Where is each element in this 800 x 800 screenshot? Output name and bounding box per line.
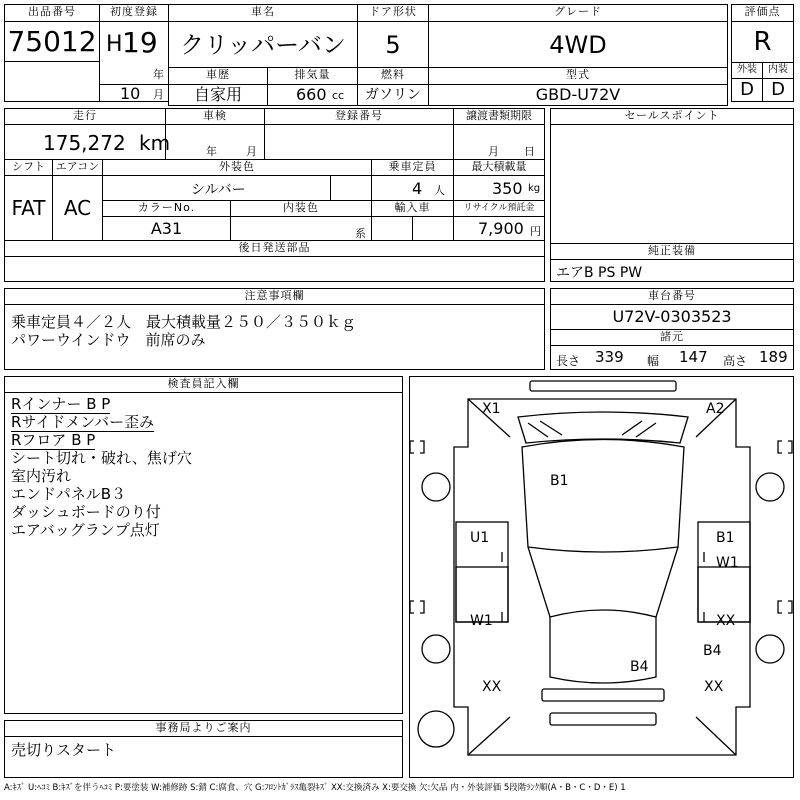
capacity-unit: 人 — [434, 184, 445, 197]
notes-line: 乗車定員４／２人 最大積載量２５０／３５０ｋｇ — [11, 313, 357, 331]
grade-label: グレード — [428, 4, 728, 22]
exterior-grade: D — [731, 78, 763, 102]
first-reg-month-cell — [99, 84, 169, 102]
sales-point-label: セールスポイント — [550, 108, 794, 125]
import-cell-b — [412, 216, 454, 241]
car-diagram-svg — [410, 377, 795, 779]
int-color-label: 内装色 — [230, 200, 372, 217]
ext-color-label: 外装色 — [102, 159, 372, 176]
mark-w1-right: W1 — [716, 555, 739, 571]
month-unit: 月 — [153, 88, 164, 101]
displacement-cell — [267, 84, 358, 106]
car-name: クリッパーバン — [168, 21, 358, 68]
reg-number-cell — [264, 124, 454, 160]
import-label: 輸入車 — [371, 200, 454, 217]
length-value: 339 — [595, 348, 624, 366]
mark-xx-rear-left: XX — [482, 679, 502, 695]
model-label: 型式 — [428, 67, 728, 85]
score-label: 評価点 — [731, 4, 794, 22]
chassis-value: U72V-0303523 — [550, 304, 794, 330]
inspector-line: シート切れ・破れ、焦げ穴 — [11, 449, 192, 467]
max-load-unit: kg — [528, 183, 541, 194]
inspector-body — [4, 392, 403, 714]
shift-value: FAT — [4, 175, 53, 241]
notes-line: パワーウインドウ 前席のみ — [11, 331, 206, 349]
recycle-unit: 円 — [530, 225, 541, 238]
interior-label: 内装 — [762, 62, 794, 79]
inspector-line: エンドパネルB３ — [11, 485, 126, 503]
mark-b1-right: B1 — [716, 530, 735, 546]
int-color-cell — [230, 216, 372, 241]
parts-body — [4, 256, 545, 282]
interior-grade: D — [762, 78, 794, 102]
office-value: 売切りスタート — [11, 741, 117, 759]
color-no-label: カラーNo. — [102, 200, 231, 217]
inspector-line: エアバッグランプ点灯 — [11, 521, 160, 539]
ext-color-cell — [102, 175, 331, 201]
inspector-label: 検査員記入欄 — [4, 376, 403, 393]
transfer-label: 譲渡書類期限 — [453, 108, 545, 125]
mileage-cell — [4, 124, 171, 160]
first-reg-label: 初度登録 — [99, 4, 169, 22]
reg-year: 19 — [122, 26, 158, 59]
width-value: 147 — [679, 348, 708, 366]
lot-label: 出品番号 — [4, 4, 100, 22]
office-label: 事務局よりご案内 — [4, 720, 403, 737]
inspector-line: Rインナー B P — [11, 395, 111, 413]
ext-color-value: シルバー — [191, 182, 246, 198]
model-value: GBD-U72V — [428, 84, 728, 106]
inspection-month-unit: 月 — [246, 145, 257, 158]
ext-color-blank — [330, 175, 372, 201]
car-diagram — [409, 376, 794, 778]
score-value: R — [731, 21, 794, 63]
mark-b1-roof: B1 — [550, 473, 569, 489]
height-label: 高さ — [723, 354, 748, 368]
lot-number: 75012 — [4, 21, 100, 62]
transfer-cell — [453, 124, 545, 160]
year-unit: 年 — [153, 68, 164, 81]
sales-point-body — [550, 124, 794, 244]
notes-label: 注意事項欄 — [4, 288, 545, 305]
transfer-day: 日 — [524, 145, 535, 158]
int-color-unit: 系 — [355, 227, 366, 240]
height-value: 189 — [759, 348, 788, 366]
notes-body — [4, 304, 545, 370]
mileage-unit: km — [139, 131, 171, 155]
mark-a2: A2 — [706, 401, 725, 417]
ac-label: エアコン — [52, 159, 103, 176]
car-name-label: 車名 — [168, 4, 358, 22]
header-table — [4, 4, 727, 102]
mileage-value: 175,272 — [43, 131, 126, 155]
capacity-label: 乗車定員 — [371, 159, 454, 176]
history-value: 自家用 — [168, 84, 268, 106]
max-load-value: 350 — [492, 179, 523, 198]
door-label: ドア形状 — [357, 4, 429, 22]
width-label: 幅 — [647, 354, 660, 368]
displacement-value: 660 — [296, 85, 327, 104]
lot-blank — [4, 61, 100, 102]
mark-u1: U1 — [470, 530, 490, 546]
history-label: 車歴 — [168, 67, 268, 85]
grade-value: 4WD — [428, 21, 728, 68]
inspection-cell — [165, 124, 265, 160]
max-load-label: 最大積載量 — [453, 159, 545, 176]
door-value: 5 — [357, 21, 429, 68]
inspection-label: 車検 — [165, 108, 265, 125]
displacement-label: 排気量 — [267, 67, 358, 85]
mileage-label: 走行 — [4, 108, 166, 125]
fuel-label: 燃料 — [357, 67, 429, 85]
dims-body — [550, 345, 794, 370]
inspector-line: ダッシュボードのり付 — [11, 503, 161, 521]
recycle-cell — [453, 216, 545, 241]
inspection-year-unit: 年 — [206, 145, 217, 158]
length-label: 長さ — [556, 354, 581, 368]
inspector-line: 室内汚れ — [11, 467, 72, 485]
recycle-value: 7,900 — [478, 219, 524, 238]
import-cell-a — [371, 216, 413, 241]
mark-x1: X1 — [482, 401, 501, 417]
dims-label: 諸元 — [550, 329, 794, 346]
shift-label: シフト — [4, 159, 53, 176]
reg-number-label: 登録番号 — [264, 108, 454, 125]
mark-w1-left: W1 — [470, 613, 493, 629]
equipment-label: 純正装備 — [550, 243, 794, 260]
transfer-month: 月 — [488, 145, 499, 158]
max-load-cell — [453, 175, 545, 201]
equipment-value: エアB PS PW — [556, 265, 643, 281]
recycle-label: リサイクル預託金 — [453, 200, 545, 217]
parts-label: 後日発送部品 — [4, 240, 545, 257]
mark-xx-right: XX — [716, 613, 736, 629]
capacity-cell — [371, 175, 454, 201]
fuel-value: ガソリン — [357, 84, 429, 106]
color-no-value: A31 — [102, 216, 231, 241]
displacement-unit: cc — [332, 89, 345, 102]
chassis-label: 車台番号 — [550, 288, 794, 305]
capacity-value: 4 — [412, 179, 423, 198]
equipment-cell — [550, 259, 794, 282]
inspector-line: Rフロア B P — [11, 431, 96, 449]
legend-text: A:ｷｽﾞ U:ﾍｺﾐ B:ｷｽﾞを伴うﾍｺﾐ P:要塗装 W:補修跡 S:錆 C:腐食、穴 G:ﾌﾛﾝﾄｶﾞﾗｽ亀裂ｷｽﾞ XX:交換済み X:要交換 欠:欠品 内・外装評価 5段階ﾗﾝｸ順(A・B・C・D・E) 1 — [4, 783, 626, 793]
first-reg-year-cell — [99, 21, 169, 85]
inspector-line: Rサイドメンバー歪み — [11, 413, 155, 431]
era: H — [106, 32, 123, 57]
exterior-label: 外装 — [731, 62, 763, 79]
reg-month: 10 — [120, 84, 141, 103]
ac-value: AC — [52, 175, 103, 241]
mark-b4-right: B4 — [703, 643, 722, 659]
office-body — [4, 736, 403, 778]
mark-xx-rear-right: XX — [704, 679, 724, 695]
mark-b4-rear: B4 — [630, 659, 649, 675]
